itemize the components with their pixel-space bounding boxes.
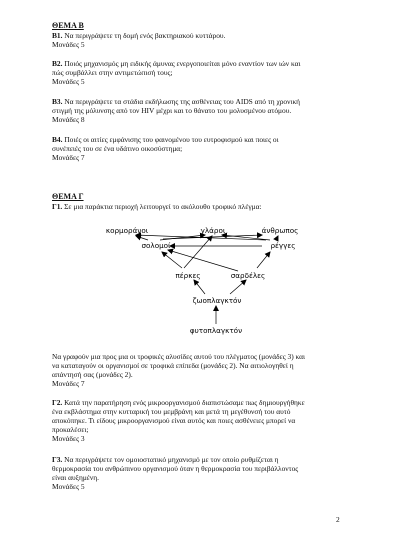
node-perkes: πέρκες xyxy=(175,271,201,280)
question-b3-text-2: στιγμή της μόλυνσης από τον HIV μέχρι και το θάνατο του μολυσμένου ατόμου. xyxy=(52,106,292,115)
node-zooplankton: ζωοπλαγκτόν xyxy=(192,296,242,305)
question-g2-text-3: αποκόπηκε. Τι είδους μικροοργανισμού είναι αυτός και ποιες ασθένειες μπορεί να xyxy=(52,416,296,425)
question-g3-marks: Μονάδες 5 xyxy=(52,482,85,491)
question-g1-text-3: απάντησή σας (μονάδες 2). xyxy=(52,370,133,379)
question-g2-line1 xyxy=(52,398,305,407)
node-solomoi: σολομοί xyxy=(141,241,171,250)
section-c-title: ΘΕΜΑ Γ xyxy=(52,192,84,201)
question-b2-text-1: Ποιός μηχανισμός μη ειδικής άμυνας ενεργοποιείται μόνο εναντίον των ιών και xyxy=(64,59,301,68)
node-fytoplankton: φυτοπλαγκτόν xyxy=(189,326,243,335)
question-g3-text-1: Να περιγράψετε τον ομοιοστατικό μηχανισμό με τον οποίο ρυθμίζεται η xyxy=(64,455,279,464)
question-g1-text-1: Να γραφούν μια προς μια οι τροφικές αλυσίδες αυτού του πλέγματος (μονάδες 3) και xyxy=(52,352,306,361)
question-b1-text: Να περιγράψετε τη δομή ενός βακτηριακού κυττάρου. xyxy=(64,31,226,40)
food-web-diagram xyxy=(0,222,400,342)
question-b2-number: Β2. xyxy=(52,59,63,68)
node-sardeles: σαρδέλες xyxy=(230,271,266,280)
question-b3-line1 xyxy=(52,97,300,106)
question-g3-line1 xyxy=(52,455,279,464)
question-g1-text-2: να καταταγούν οι οργανισμοί σε τροφικά επίπεδα (μονάδες 2). Να αιτιολογηθεί η xyxy=(52,361,294,370)
question-b2-text-2: πώς συμβάλλει στην αντιμετώπισή τους; xyxy=(52,68,173,77)
question-b1 xyxy=(52,31,225,40)
question-g1-marks: Μονάδες 7 xyxy=(52,379,85,388)
page-number: 2 xyxy=(336,515,340,524)
question-b1-marks: Μονάδες 5 xyxy=(52,40,85,49)
question-b4-line1 xyxy=(52,135,279,144)
question-b3-marks: Μονάδες 8 xyxy=(52,115,85,124)
question-g2-text-4: προκαλέσει; xyxy=(52,425,89,434)
section-b-title: ΘΕΜΑ Β xyxy=(52,21,84,30)
question-g3-number: Γ3. xyxy=(52,455,63,464)
question-b4-text-1: Ποιές οι αιτίες εμφάνισης του φαινομένου του ευτροφισμού και ποιες οι xyxy=(64,135,279,144)
question-g3-text-3: είναι αυξημένη. xyxy=(52,473,99,482)
question-b4-text-2: συνέπειές του σε ένα υδάτινο οικοσύστημα; xyxy=(52,144,183,153)
question-b3-text-1: Να περιγράψετε τα στάδια εκδήλωσης της ασθένειας του AIDS από τη χρονική xyxy=(64,97,301,106)
question-g1-number: Γ1. xyxy=(52,202,63,211)
node-glaroi: γλάροι xyxy=(200,226,226,235)
question-g3-text-2: θερμοκρασία του ανθρώπινου οργανισμού όταν η θερμοκρασία του περιβάλλοντος xyxy=(52,464,299,473)
question-b2-line1 xyxy=(52,59,301,68)
question-b4-marks: Μονάδες 7 xyxy=(52,153,85,162)
question-b4-number: Β4. xyxy=(52,135,63,144)
question-b2-marks: Μονάδες 5 xyxy=(52,77,85,86)
question-b1-number: Β1. xyxy=(52,31,63,40)
node-kormoranoi: κορμοράνοι xyxy=(105,226,149,235)
question-g2-text-2: ένα εκβλάστημα στην κυτταρική του μεμβράνη και μετά τη μεγέθυνσή του αυτό xyxy=(52,407,291,416)
node-regges: ρέγγες xyxy=(270,241,296,250)
question-g1-text: Σε μια παράκτια περιοχή λειτουργεί το ακόλουθο τροφικό πλέγμα: xyxy=(64,202,262,211)
node-anthropos: άνθρωπος xyxy=(261,226,299,235)
question-g2-marks: Μονάδες 3 xyxy=(52,434,85,443)
question-g2-text-1: Κατά την παρατήρηση ενός μικροοργανισμού διαπιστώσαμε πως δημιουργήθηκε xyxy=(64,398,305,407)
question-g1-intro xyxy=(52,202,262,211)
question-g2-number: Γ2. xyxy=(52,398,63,407)
question-b3-number: Β3. xyxy=(52,97,63,106)
